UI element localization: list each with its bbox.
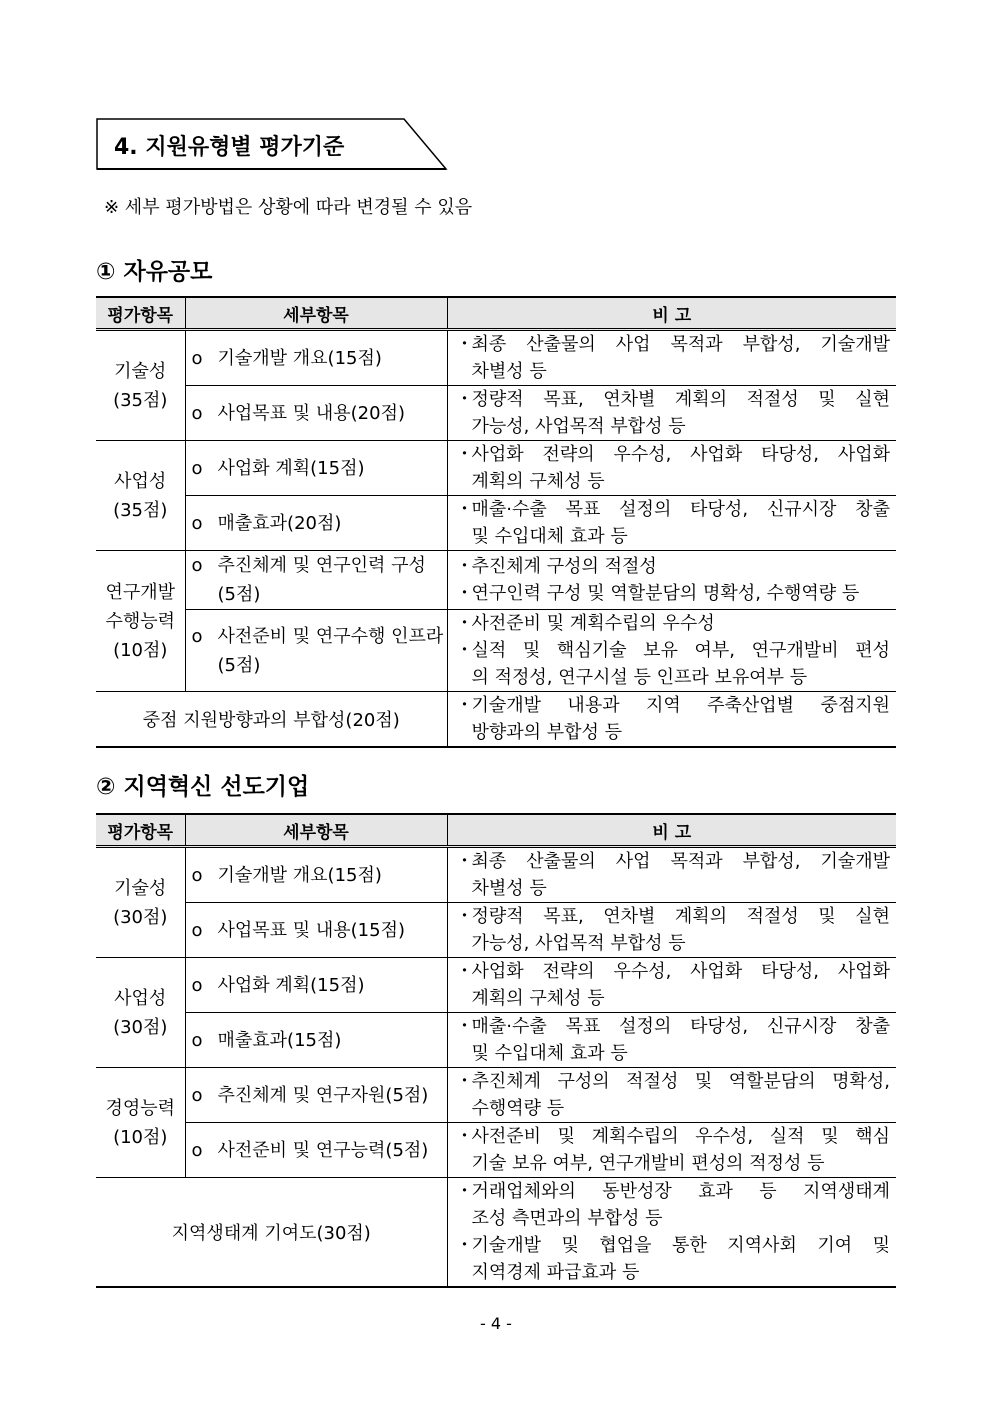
detail-text: 사전준비 및 연구수행 인프라 [217,625,444,647]
remark-text: 방향과의 부합성 등 [471,722,623,743]
remark-text: 계획의 구체성 등 [471,471,605,492]
remark-text: 정량적 목표, 연차별 계획의 적절성 및 실현 [471,389,890,410]
remark-text: 매출·수출 목표 설정의 타당성, 신규시장 창출 [471,499,890,520]
remark-text: 기술개발 및 협업을 통한 지역사회 기여 및 [471,1235,890,1256]
remark-text: 거래업체와의 동반성장 효과 등 지역생태계 [471,1181,890,1202]
detail-cell [185,847,447,903]
detail-cell [185,958,447,1013]
bullet-dot: ・ [455,1235,474,1256]
bullet-dot: ・ [455,334,474,355]
detail-text: 매출효과(20점) [217,512,342,534]
detail-cell [185,1013,447,1068]
bullet-dot: ・ [455,499,474,520]
header-detail: 세부항목 [185,297,447,330]
remark-text: 사전준비 및 계획수립의 우수성, 실적 및 핵심 [471,1126,890,1147]
bullet-dot: ・ [455,556,474,577]
merged-criterion-cell: 지역생태계 기여도(30점) [96,1178,447,1288]
detail-text: 추진체계 및 연구자원(5점) [217,1084,429,1106]
remark-text: 및 수입대체 효과 등 [471,526,628,547]
circle-bullet: o [191,1139,203,1161]
detail-text: 사업화 계획(15점) [217,457,365,479]
remark-text: 정량적 목표, 연차별 계획의 적절성 및 실현 [471,906,890,927]
detail-text: 추진체계 및 연구인력 구성 [217,555,426,576]
table-row [96,958,896,1013]
remark-line [456,358,891,385]
detail-cell [185,386,447,441]
category-cell [96,847,185,958]
table-row [96,1123,896,1178]
detail-cell [185,330,447,386]
remark-line [456,496,891,523]
remark-line [456,719,891,746]
circle-bullet: o [191,457,203,479]
remark-text: 계획의 구체성 등 [471,988,605,1009]
circle-bullet: o [191,864,203,886]
circle-bullet: o [191,625,203,647]
table-row [96,496,896,551]
type1-criteria-table [96,296,896,748]
bullet-dot: ・ [455,1016,474,1037]
detail-text: 사업목표 및 내용(20점) [217,402,405,424]
table-row [96,692,896,748]
remark-line [456,553,891,580]
circle-bullet: o [191,347,203,369]
remark-text: 기술개발 내용과 지역 주축산업별 중점지원 [471,695,890,716]
remark-cell [447,1123,896,1178]
bullet-dot: ・ [455,961,474,982]
remark-line [456,1205,891,1232]
section-header [96,118,448,170]
remark-cell [447,1013,896,1068]
remark-line [456,331,891,358]
remark-cell [447,386,896,441]
header-detail: 세부항목 [185,814,447,847]
remark-cell [447,610,896,692]
remark-text: 차별성 등 [471,361,547,382]
bullet-dot: ・ [455,1126,474,1147]
remark-line [456,523,891,550]
detail-text-line2: (5점) [217,584,261,605]
remark-line [456,637,891,664]
table-row [96,551,896,610]
detail-text: 기술개발 개요(15점) [217,347,382,369]
category-points: (30점) [113,1016,168,1038]
table-row [96,441,896,496]
remark-text: 수행역량 등 [471,1098,565,1119]
header-category: 평가항목 [96,297,185,330]
bullet-dot: ・ [455,851,474,872]
remark-text: 사업화 전략의 우수성, 사업화 타당성, 사업화 [471,961,890,982]
table-row [96,847,896,903]
bullet-dot: ・ [455,695,474,716]
header-category: 평가항목 [96,814,185,847]
merged-criterion-cell: 중점 지원방향과의 부합성(20점) [96,692,447,748]
header-remark: 비 고 [447,814,896,847]
bullet-dot: ・ [455,444,474,465]
remark-text: 연구인력 구성 및 역할분담의 명확성, 수행역량 등 [471,583,860,604]
remark-cell [447,692,896,748]
table-row [96,386,896,441]
remark-text: 의 적정성, 연구시설 등 인프라 보유여부 등 [471,667,808,688]
remark-line [456,848,891,875]
type2-criteria-table [96,813,896,1288]
table-header-row [96,814,896,847]
remark-text: 최종 산출물의 사업 목적과 부합성, 기술개발 [471,851,890,872]
category-points: (10점) [113,1126,168,1148]
remark-text: 사업화 전략의 우수성, 사업화 타당성, 사업화 [471,444,890,465]
remark-cell [447,958,896,1013]
table-row [96,1178,896,1288]
detail-text: 매출효과(15점) [217,1029,342,1051]
table-row [96,610,896,692]
circle-bullet: o [191,974,203,996]
table-row [96,903,896,958]
remark-line [456,580,891,607]
note-text: ※ 세부 평가방법은 상황에 따라 변경될 수 있음 [104,197,473,218]
remark-line [456,1040,891,1067]
remark-line [456,1013,891,1040]
type1-title: ① 자유공모 [96,259,213,285]
category-cell [96,1068,185,1178]
category-points: (10점) [113,639,168,661]
bullet-dot: ・ [455,389,474,410]
remark-line [456,1232,891,1259]
bullet-dot: ・ [455,613,474,634]
table-row [96,1013,896,1068]
circle-bullet: o [191,1084,203,1106]
detail-text-line2: (5점) [217,654,261,676]
type2-title: ② 지역혁신 선도기업 [96,774,310,800]
detail-text: 기술개발 개요(15점) [217,864,382,886]
remark-line [456,1259,891,1286]
remark-line [456,610,891,637]
bullet-dot: ・ [455,1071,474,1092]
remark-text: 가능성, 사업목적 부합성 등 [471,416,686,437]
category-name: 기술성 [114,360,167,382]
detail-cell [185,1068,447,1123]
remark-text: 최종 산출물의 사업 목적과 부합성, 기술개발 [471,334,890,355]
remark-text: 기술 보유 여부, 연구개발비 편성의 적정성 등 [471,1153,825,1174]
table-row [96,1068,896,1123]
remark-line [456,1123,891,1150]
remark-cell [447,1068,896,1123]
remark-cell [447,1178,896,1288]
bullet-dot: ・ [455,1181,474,1202]
remark-line [456,875,891,902]
remark-line [456,664,891,691]
circle-bullet: o [191,1029,203,1051]
category-cell [96,958,185,1068]
detail-cell [185,610,447,692]
remark-line [456,413,891,440]
category-points: (35점) [113,499,168,521]
detail-cell [185,1123,447,1178]
category-name: 기술성 [114,877,167,899]
detail-text: 사전준비 및 연구능력(5점) [217,1139,429,1161]
remark-line [456,441,891,468]
remark-line [456,386,891,413]
remark-cell [447,496,896,551]
table-header-row [96,297,896,330]
detail-text: 사업화 계획(15점) [217,974,365,996]
bullet-dot: ・ [455,640,474,661]
category-points: (35점) [113,389,168,411]
remark-line [456,1068,891,1095]
category-name: 사업성 [114,470,167,492]
remark-text: 사전준비 및 계획수립의 우수성 [471,613,715,634]
circle-bullet: o [191,512,203,534]
remark-text: 조성 측면과의 부합성 등 [471,1208,663,1229]
remark-text: 지역경제 파급효과 등 [471,1262,640,1283]
detail-cell [185,496,447,551]
remark-line [456,1150,891,1177]
remark-text: 및 수입대체 효과 등 [471,1043,628,1064]
category-name-line2: 수행능력 [105,610,176,632]
circle-bullet: o [191,919,203,941]
remark-cell [447,551,896,610]
remark-cell [447,903,896,958]
remark-line [456,930,891,957]
category-cell [96,330,185,441]
circle-bullet: o [191,402,203,424]
remark-text: 추진체계 구성의 적절성 [471,556,657,577]
remark-text: 추진체계 구성의 적절성 및 역할분담의 명확성, [471,1071,890,1092]
remark-line [456,692,891,719]
detail-cell [185,551,447,610]
bullet-dot: ・ [455,906,474,927]
detail-cell [185,441,447,496]
remark-cell [447,441,896,496]
remark-text: 차별성 등 [471,878,547,899]
page-number: - 4 - [480,1314,512,1333]
remark-cell [447,847,896,903]
remark-text: 실적 및 핵심기술 보유 여부, 연구개발비 편성 [471,640,890,661]
section-title: 4. 지원유형별 평가기준 [114,135,345,160]
header-remark: 비 고 [447,297,896,330]
remark-line [456,958,891,985]
remark-cell [447,330,896,386]
category-cell [96,551,185,692]
remark-line [456,468,891,495]
table-row [96,330,896,386]
remark-line [456,985,891,1012]
circle-bullet: o [191,555,203,576]
remark-line [456,1178,891,1205]
remark-line [456,903,891,930]
detail-cell [185,903,447,958]
category-cell [96,441,185,551]
remark-line [456,1095,891,1122]
remark-text: 매출·수출 목표 설정의 타당성, 신규시장 창출 [471,1016,890,1037]
remark-text: 가능성, 사업목적 부합성 등 [471,933,686,954]
category-name: 경영능력 [105,1097,176,1119]
bullet-dot: ・ [455,583,474,604]
category-name: 사업성 [114,987,167,1009]
detail-text: 사업목표 및 내용(15점) [217,919,405,941]
category-points: (30점) [113,906,168,928]
category-name: 연구개발 [105,581,176,603]
